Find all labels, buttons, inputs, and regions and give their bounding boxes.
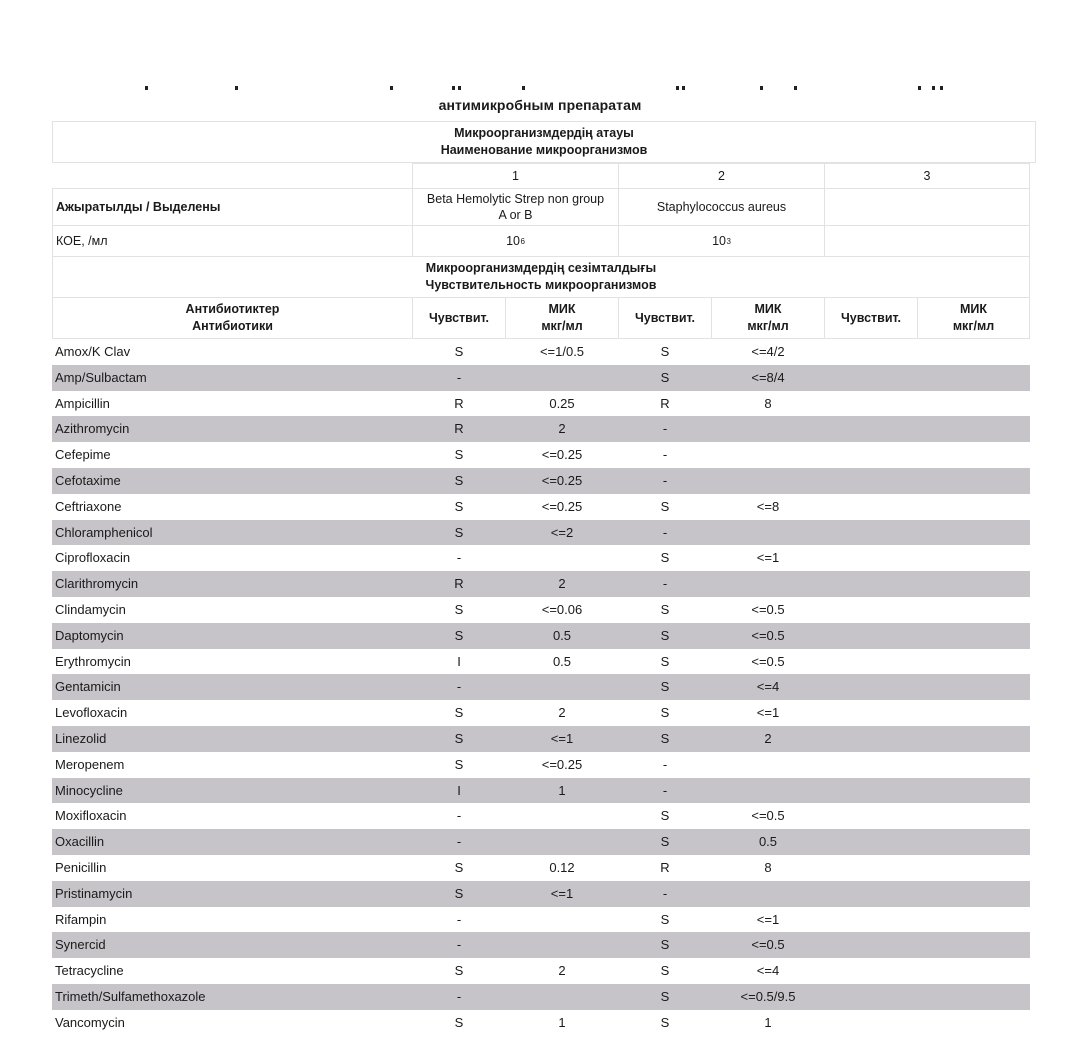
mic-unit: мкг/мл — [747, 319, 789, 333]
table-row — [52, 339, 1030, 365]
mic-header-2 — [711, 297, 825, 339]
sensitivity-2: S — [660, 963, 670, 979]
cfu-base: 10 — [712, 234, 726, 248]
antibiotic-name: Daptomycin — [55, 627, 124, 643]
mic-1: 2 — [558, 705, 566, 721]
mic-2: <=0.5/9.5 — [740, 988, 796, 1004]
table-row — [52, 700, 1030, 726]
sensitivity-2: - — [662, 756, 668, 772]
sensitivity-1: S — [454, 524, 464, 540]
mic-header-1 — [505, 297, 619, 339]
sensitivity-2: R — [660, 395, 670, 411]
sensitivity-2: S — [660, 498, 670, 514]
antibiotic-table-body — [52, 339, 1030, 1036]
sensitivity-2: S — [660, 911, 670, 927]
antibiotic-name: Chloramphenicol — [55, 524, 153, 540]
sensitivity-2: S — [660, 808, 670, 824]
sensitivity-1: S — [454, 859, 464, 875]
sensitivity-2: S — [660, 834, 670, 850]
sensitivity-2: - — [662, 576, 668, 592]
table-row — [52, 468, 1030, 494]
mic-1: <=2 — [550, 524, 574, 540]
sensitivity-1: - — [456, 937, 462, 953]
mic-label: МИК — [754, 302, 782, 316]
sensitivity-1: S — [454, 447, 464, 463]
cfu-value-2 — [618, 225, 825, 257]
column-number-1: 1 — [412, 163, 619, 189]
mic-2: 8 — [764, 859, 772, 875]
antibiotic-name: Synercid — [55, 937, 106, 953]
sensitivity-1: - — [456, 834, 462, 850]
mic-2: <=0.5 — [751, 808, 785, 824]
table-row — [52, 881, 1030, 907]
cfu-value-1 — [412, 225, 619, 257]
mic-2: 2 — [764, 730, 772, 746]
cfu-label: КОЕ, /мл — [52, 225, 413, 257]
sensitivity-2: S — [660, 369, 670, 385]
mic-1: 2 — [558, 576, 566, 592]
antibiotic-name: Cefepime — [55, 447, 111, 463]
antibiotic-name: Penicillin — [55, 859, 107, 875]
antibiotic-name: Moxifloxacin — [55, 808, 127, 824]
sensitivity-2: - — [662, 885, 668, 901]
sensitivity-2: S — [660, 988, 670, 1004]
mic-2: <=8 — [756, 498, 780, 514]
sensitivity-title — [52, 256, 1030, 298]
mic-1: <=0.25 — [541, 756, 583, 772]
sensitivity-2: S — [660, 550, 670, 566]
mic-2: <=0.5 — [751, 937, 785, 953]
table-row — [52, 442, 1030, 468]
mic-1: 2 — [558, 421, 566, 437]
table-row — [52, 829, 1030, 855]
mic-1: <=1/0.5 — [539, 344, 585, 359]
mic-2: 8 — [764, 395, 772, 411]
mic-1: 0.5 — [552, 627, 572, 643]
antibiotic-name: Gentamicin — [55, 679, 121, 695]
table-row — [52, 416, 1030, 442]
antibiotic-name: Tetracycline — [55, 963, 124, 979]
sensitivity-1: S — [454, 705, 464, 721]
cropped-title-line — [140, 84, 960, 96]
sensitivity-2: S — [660, 601, 670, 617]
organisms-title-ru: Наименование микроорганизмов — [440, 143, 648, 157]
cfu-exponent: 6 — [520, 236, 525, 246]
sensitivity-1: S — [454, 1014, 464, 1030]
table-row — [52, 649, 1030, 675]
mic-2: 1 — [764, 1014, 772, 1030]
mic-1: 2 — [558, 963, 566, 979]
cfu-value-3 — [824, 225, 1030, 257]
sensitivity-2: - — [662, 447, 668, 463]
sensitivity-2: S — [660, 1014, 670, 1030]
mic-2: <=0.5 — [751, 653, 785, 669]
mic-header-3 — [917, 297, 1030, 339]
sensitivity-1: I — [457, 653, 461, 669]
antibiotic-name: Pristinamycin — [55, 885, 133, 901]
sens-header-3: Чувствит. — [824, 297, 918, 339]
mic-1: <=0.06 — [541, 601, 583, 617]
table-row — [52, 391, 1030, 417]
mic-2: <=1 — [756, 705, 780, 721]
antibiotic-name: Ceftriaxone — [55, 498, 122, 514]
organisms-title — [52, 121, 1036, 163]
sens-header-1: Чувствит. — [412, 297, 506, 339]
sensitivity-2: S — [660, 937, 670, 953]
sensitivity-1: - — [456, 988, 462, 1004]
antibiotic-name: Oxacillin — [55, 834, 105, 850]
antibiotic-name: Erythromycin — [55, 653, 131, 669]
sensitivity-2: - — [662, 524, 668, 540]
table-row — [52, 545, 1030, 571]
sensitivity-1: S — [454, 344, 464, 359]
sens-header-2: Чувствит. — [618, 297, 712, 339]
sensitivity-2: - — [662, 782, 668, 798]
antibiotics-header-kz: Антибиотиктер — [185, 302, 280, 316]
antibiotics-header — [52, 297, 413, 339]
mic-1: 0.5 — [552, 653, 572, 669]
mic-1: <=0.25 — [541, 447, 583, 463]
antibiotic-name: Amp/Sulbactam — [55, 369, 147, 385]
antibiotic-name: Clarithromycin — [55, 576, 139, 592]
sensitivity-1: S — [454, 963, 464, 979]
sensitivity-2: - — [662, 421, 668, 437]
mic-2: 0.5 — [758, 834, 778, 850]
mic-2: <=1 — [756, 550, 780, 566]
sensitivity-1: I — [457, 782, 461, 798]
sensitivity-1: S — [454, 472, 464, 488]
mic-1: 1 — [558, 1014, 566, 1030]
antibiotic-name: Minocycline — [55, 782, 123, 798]
mic-label: МИК — [959, 302, 988, 316]
table-row — [52, 520, 1030, 546]
antibiotics-header-ru: Антибиотики — [192, 319, 273, 333]
sensitivity-1: S — [454, 756, 464, 772]
antibiotic-name: Meropenem — [55, 756, 125, 772]
table-row — [52, 571, 1030, 597]
sensitivity-2: S — [660, 627, 670, 643]
sensitivity-2: R — [660, 859, 670, 875]
mic-2: <=8/4 — [751, 369, 785, 385]
antibiotic-name: Ampicillin — [55, 395, 110, 411]
mic-2: <=4 — [756, 679, 780, 695]
sensitivity-1: S — [454, 498, 464, 514]
sensitivity-2: S — [660, 653, 670, 669]
table-row — [52, 984, 1030, 1010]
mic-1: <=0.25 — [541, 498, 583, 514]
antibiotic-name: Rifampin — [55, 911, 107, 927]
table-row — [52, 494, 1030, 520]
sensitivity-title-kz: Микроорганизмдердің сезімталдығы — [425, 261, 657, 275]
mic-2: <=0.5 — [751, 601, 785, 617]
sensitivity-2: S — [660, 344, 670, 359]
isolated-organism-3 — [824, 188, 1030, 226]
table-row — [52, 932, 1030, 958]
sensitivity-2: S — [660, 730, 670, 746]
sensitivity-title-ru: Чувствительность микроорганизмов — [425, 278, 657, 292]
mic-2: <=0.5 — [751, 627, 785, 643]
mic-1: 0.12 — [549, 859, 575, 875]
antibiotic-name: Levofloxacin — [55, 705, 128, 721]
column-number-3: 3 — [824, 163, 1030, 189]
cfu-exponent: 3 — [726, 236, 731, 246]
sensitivity-1: - — [456, 808, 462, 824]
mic-2: <=4 — [756, 963, 780, 979]
mic-2: <=4/2 — [751, 344, 785, 359]
table-row — [52, 778, 1030, 804]
sensitivity-1: S — [454, 885, 464, 901]
table-row — [52, 365, 1030, 391]
table-row — [52, 958, 1030, 984]
table-row — [52, 726, 1030, 752]
document-title: антимикробным препаратам — [438, 97, 642, 113]
mic-1: 1 — [558, 782, 566, 798]
sensitivity-1: - — [456, 679, 462, 695]
antibiotic-name: Azithromycin — [55, 421, 130, 437]
table-row — [52, 674, 1030, 700]
antibiotic-name: Ciprofloxacin — [55, 550, 131, 566]
isolated-organism-2: Staphylococcus aureus — [618, 188, 825, 226]
sensitivity-1: S — [454, 601, 464, 617]
isolated-label: Ажыратылды / Выделены — [52, 188, 413, 226]
antibiotic-name: Vancomycin — [55, 1014, 125, 1030]
sensitivity-1: R — [454, 576, 464, 592]
sensitivity-1: - — [456, 369, 462, 385]
sensitivity-1: S — [454, 627, 464, 643]
table-row — [52, 752, 1030, 778]
sensitivity-1: R — [454, 395, 464, 411]
sensitivity-1: - — [456, 550, 462, 566]
antibiotic-name: Amox/K Clav — [55, 344, 131, 359]
mic-1: 0.25 — [549, 395, 575, 411]
table-row — [52, 803, 1030, 829]
table-row — [52, 597, 1030, 623]
sensitivity-2: S — [660, 705, 670, 721]
sensitivity-1: R — [454, 421, 464, 437]
sensitivity-1: S — [454, 730, 464, 746]
mic-unit: мкг/мл — [541, 319, 583, 333]
table-row — [52, 1010, 1030, 1036]
mic-1: <=0.25 — [541, 472, 583, 488]
mic-2: <=1 — [756, 911, 780, 927]
mic-1: <=1 — [550, 885, 574, 901]
cfu-base: 10 — [506, 234, 520, 248]
mic-label: МИК — [548, 302, 576, 316]
sensitivity-2: - — [662, 472, 668, 488]
antibiotic-name: Clindamycin — [55, 601, 126, 617]
antibiotic-name: Linezolid — [55, 730, 107, 746]
mic-1: <=1 — [550, 730, 574, 746]
column-number-2: 2 — [618, 163, 825, 189]
sensitivity-2: S — [660, 679, 670, 695]
organisms-title-kz: Микроорганизмдердің атауы — [454, 126, 634, 140]
table-row — [52, 623, 1030, 649]
table-row — [52, 907, 1030, 933]
sensitivity-1: - — [456, 911, 462, 927]
isolated-organism-1: Beta Hemolytic Strep non group A or B — [412, 188, 619, 226]
antibiotic-name: Cefotaxime — [55, 472, 121, 488]
table-row — [52, 855, 1030, 881]
antibiotic-name: Trimeth/Sulfamethoxazole — [55, 988, 206, 1004]
mic-unit: мкг/мл — [952, 319, 995, 333]
